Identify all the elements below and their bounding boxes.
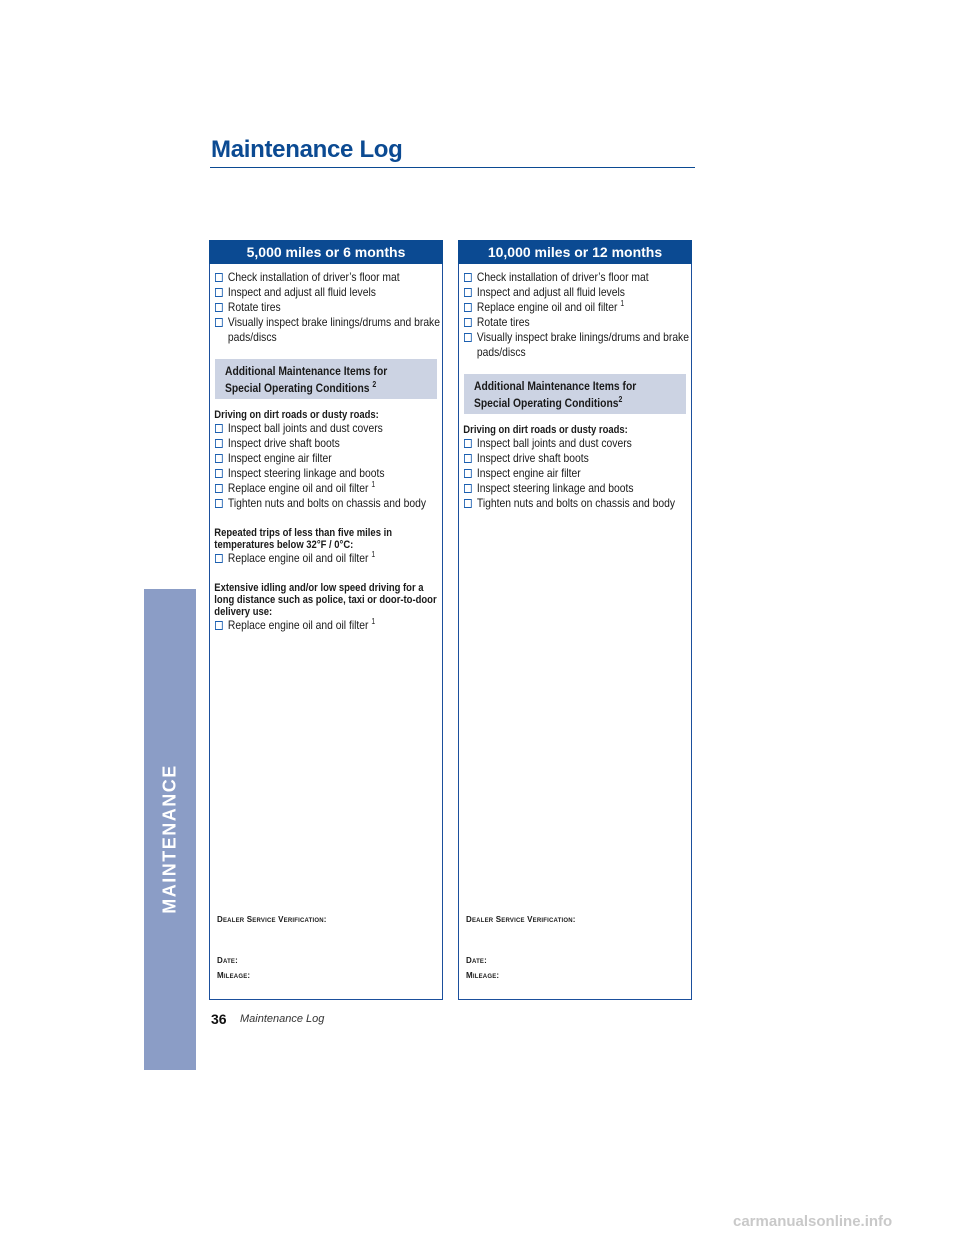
checklist-item[interactable]: Replace engine oil and oil filter $^1$: [464, 300, 699, 315]
checkbox-icon[interactable]: [464, 273, 472, 282]
special-conditions-box: [215, 359, 437, 399]
footnote-marker: 1: [620, 299, 625, 308]
maintenance-column-10000: [458, 240, 692, 1000]
checklist-item[interactable]: Inspect drive shaft boots: [215, 436, 450, 451]
condition-heading: Repeated trips of less than five miles in temperatures below 32°F / 0°C:: [214, 527, 392, 551]
checkbox-icon[interactable]: [215, 469, 223, 478]
checkbox-icon[interactable]: [215, 288, 223, 297]
note-line: Special Operating Conditions: [474, 396, 619, 410]
side-tab: [144, 589, 196, 1070]
checkbox-icon[interactable]: [215, 439, 223, 448]
checkbox-icon[interactable]: [464, 303, 472, 312]
checkbox-icon[interactable]: [215, 454, 223, 463]
checklist-item[interactable]: Inspect engine air filter: [215, 451, 450, 466]
note-line: Additional Maintenance Items for: [225, 364, 388, 378]
condition-heading: Extensive idling and/or low speed driving for a long distance such as police, taxi or door-to-door delivery use:: [214, 582, 437, 618]
checklist-item[interactable]: Replace engine oil and oil filter $^1$: [215, 551, 450, 566]
side-tab-label: MAINTENANCE: [159, 764, 180, 914]
checkbox-icon[interactable]: [464, 333, 472, 342]
checklist-item[interactable]: Visually inspect brake linings/drums and brake pads/discs: [464, 330, 699, 360]
checkbox-icon[interactable]: [215, 424, 223, 433]
checkbox-icon[interactable]: [464, 439, 472, 448]
checkbox-icon[interactable]: [464, 499, 472, 508]
checklist-item[interactable]: Inspect engine air filter: [464, 466, 699, 481]
checklist-item[interactable]: Inspect and adjust all fluid levels: [464, 285, 699, 300]
checklist-item[interactable]: Replace engine oil and oil filter $^1$: [215, 481, 450, 496]
note-line: Special Operating Conditions: [225, 381, 370, 395]
checkbox-icon[interactable]: [215, 499, 223, 508]
footnote-marker: 1: [371, 480, 376, 489]
checklist-item[interactable]: Inspect and adjust all fluid levels: [215, 285, 450, 300]
condition-heading: Driving on dirt roads or dusty roads:: [214, 409, 379, 421]
special-conditions-box: [464, 374, 686, 414]
column-heading: 5,000 miles or 6 months: [209, 240, 443, 264]
checklist-item[interactable]: Tighten nuts and bolts on chassis and body: [215, 496, 450, 511]
checkbox-icon[interactable]: [215, 303, 223, 312]
page-title: Maintenance Log: [211, 136, 403, 163]
date-label: Date:: [466, 956, 487, 965]
footnote-marker: 2: [618, 395, 623, 404]
checklist-item[interactable]: Visually inspect brake linings/drums and brake pads/discs: [215, 315, 450, 345]
checklist-item[interactable]: Check installation of driver’s floor mat: [464, 270, 699, 285]
checklist: [210, 618, 442, 633]
checklist: [459, 270, 691, 360]
checkbox-icon[interactable]: [215, 273, 223, 282]
date-label: Date:: [217, 956, 238, 965]
checkbox-icon[interactable]: [464, 484, 472, 493]
checkbox-icon[interactable]: [215, 484, 223, 493]
column-heading: 10,000 miles or 12 months: [458, 240, 692, 264]
footer-section-label: Maintenance Log: [240, 1013, 325, 1025]
checklist-item[interactable]: Inspect steering linkage and boots: [215, 466, 450, 481]
checkbox-icon[interactable]: [464, 454, 472, 463]
checklist: [459, 436, 691, 511]
checklist: [210, 421, 442, 511]
watermark: carmanualsonline.info: [733, 1213, 893, 1230]
mileage-label: Mileage:: [217, 971, 251, 980]
checklist-item[interactable]: Inspect steering linkage and boots: [464, 481, 699, 496]
checklist-item[interactable]: Rotate tires: [464, 315, 699, 330]
footnote-marker: 2: [372, 380, 377, 389]
checklist-item[interactable]: Rotate tires: [215, 300, 450, 315]
checkbox-icon[interactable]: [464, 469, 472, 478]
checklist-item[interactable]: Inspect drive shaft boots: [464, 451, 699, 466]
maintenance-column-5000: [209, 240, 443, 1000]
footnote-marker: 1: [371, 617, 376, 626]
checkbox-icon[interactable]: [215, 621, 223, 630]
checklist-item[interactable]: Tighten nuts and bolts on chassis and body: [464, 496, 699, 511]
checkbox-icon[interactable]: [464, 318, 472, 327]
checklist: [210, 270, 442, 345]
page-number: 36: [211, 1011, 227, 1027]
checkbox-icon[interactable]: [215, 318, 223, 327]
condition-heading: Driving on dirt roads or dusty roads:: [463, 424, 628, 436]
checklist-item[interactable]: Check installation of driver’s floor mat: [215, 270, 450, 285]
dealer-verification-label: Dealer Service Verification:: [217, 915, 327, 924]
mileage-label: Mileage:: [466, 971, 500, 980]
checklist-item[interactable]: Inspect ball joints and dust covers: [215, 421, 450, 436]
footnote-marker: 1: [371, 550, 376, 559]
checkbox-icon[interactable]: [215, 554, 223, 563]
checkbox-icon[interactable]: [464, 288, 472, 297]
note-line: Additional Maintenance Items for: [474, 379, 637, 393]
title-divider: [210, 167, 695, 168]
checklist: [210, 551, 442, 566]
dealer-verification-label: Dealer Service Verification:: [466, 915, 576, 924]
checklist-item[interactable]: Inspect ball joints and dust covers: [464, 436, 699, 451]
checklist-item[interactable]: Replace engine oil and oil filter $^1$: [215, 618, 450, 633]
